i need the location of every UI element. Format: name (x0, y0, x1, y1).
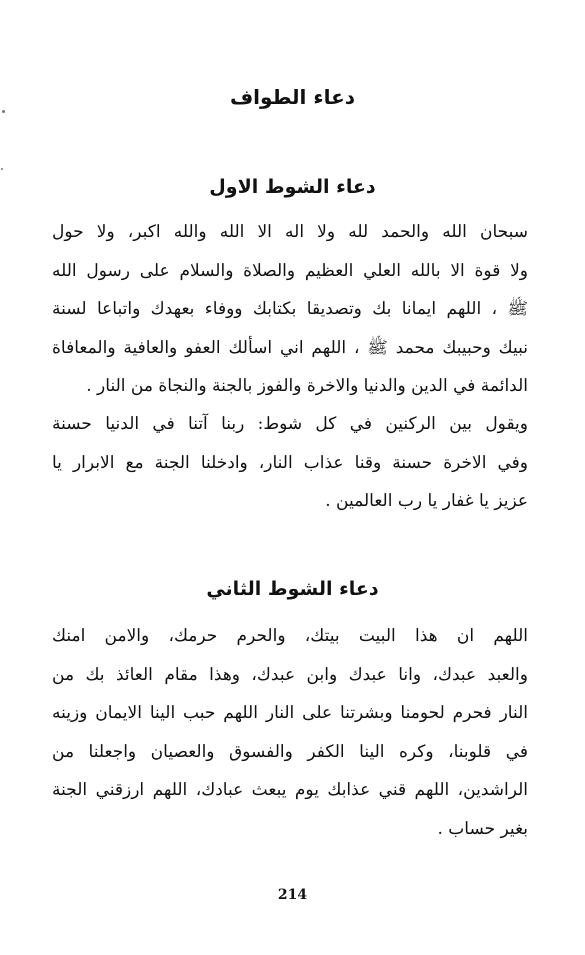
text-line: سبحان الله والحمد لله ولا اله الا الله والله اكبر، ولا حول (52, 222, 528, 242)
paragraph-second-round-dua (52, 617, 528, 848)
section-heading-second-round: دعاء الشوط الثاني (206, 578, 379, 600)
text-line: اللهم ان هذا البيت بيتك، والحرم حرمك، والامن امنك (52, 626, 528, 646)
text-line: ولا قوة الا بالله العلي العظيم والصلاة والسلام على رسول الله (52, 260, 528, 281)
text-line: النار فحرم لحومنا وبشرتنا على النار اللهم حبب الينا الايمان وزينه (52, 703, 528, 723)
text-line: الراشدين، اللهم قني عذابك يوم يبعث عبادك، اللهم ارزقني الجنة (52, 780, 528, 800)
text-line: في قلوبنا، وكره الينا الكفر والفسوق والعصيان واجعلنا من (52, 741, 528, 762)
section-heading-first-round: دعاء الشوط الاول (209, 176, 376, 198)
text-line: نبيك وحبيبك محمد ﷺ ، اللهم اني اسألك العفو والعافية والمعافاة (52, 337, 528, 358)
text-line: والعبد عبدك، وانا عبدك وابن عبدك، وهذا مقام العائذ بك من (52, 664, 528, 685)
page-title: دعاء الطواف (229, 85, 356, 109)
text-line: وفي الاخرة حسنة وقنا عذاب النار، وادخلنا الجنة مع الابرار يا (52, 452, 528, 473)
paragraph-first-round-dua (52, 213, 528, 406)
text-line: ﷺ ، اللهم ايمانا بك وتصديقا بكتابك ووفاء بعهدك واتباعا لسنة (52, 299, 528, 319)
paragraph-between-corners (52, 405, 528, 521)
text-line: عزيز يا غفار يا رب العالمين . (325, 491, 528, 511)
text-line: ويقول بين الركنين في كل شوط: ربنا آتنا في الدنيا حسنة (52, 414, 528, 434)
text-line: الدائمة في الدين والدنيا والاخرة والفوز بالجنة والنجاة من النار . (86, 376, 528, 396)
page-number: 214 (277, 887, 308, 903)
text-line: بغير حساب . (437, 818, 528, 839)
scan-speck (2, 110, 5, 113)
scan-speck (1, 168, 3, 170)
